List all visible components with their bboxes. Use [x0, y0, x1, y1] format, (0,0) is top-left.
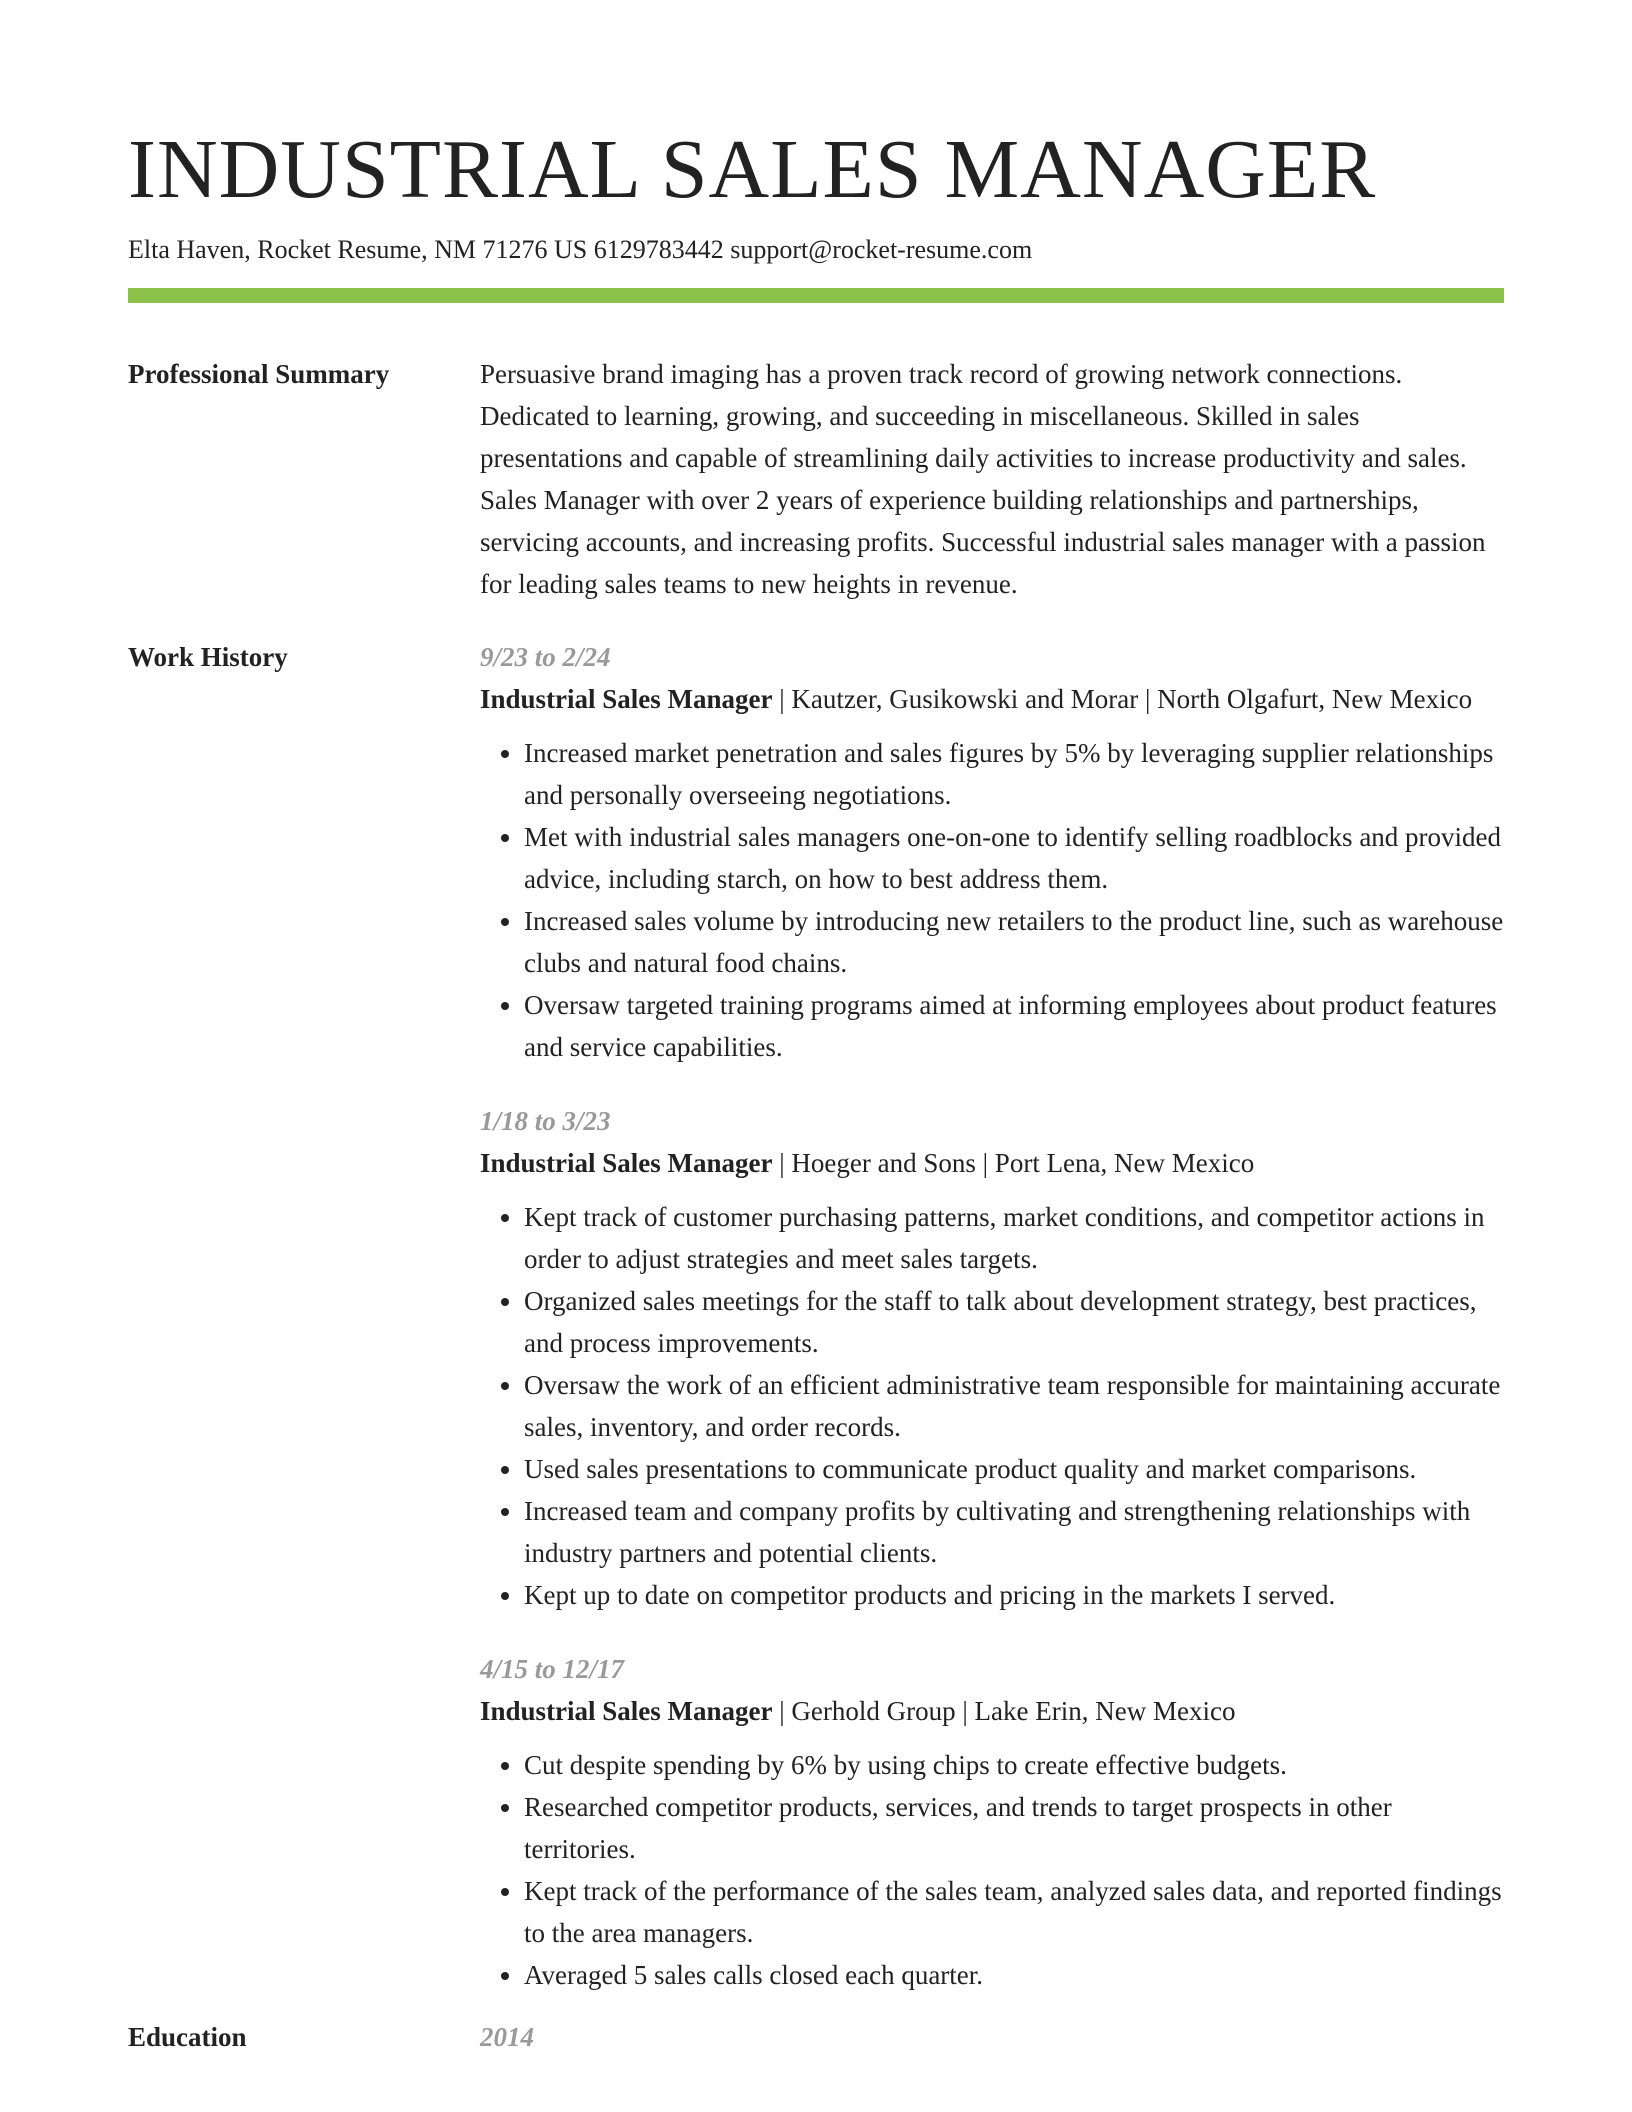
- page-title: INDUSTRIAL SALES MANAGER: [128, 123, 1377, 216]
- list-item: • Increased sales volume by introducing new retailers to the product line, such as warehouse clubs and natural food chains.: [524, 900, 1504, 984]
- list-item: • Averaged 5 sales calls closed each quarter.: [524, 1954, 1504, 1996]
- job-entry: [480, 1100, 1504, 1616]
- list-item: • Oversaw targeted training programs aimed at informing employees about product features and service capabilities.: [524, 984, 1504, 1068]
- job-details: | Kautzer, Gusikowski and Morar | North Olgafurt, New Mexico: [772, 684, 1473, 714]
- list-item: • Used sales presentations to communicate product quality and market comparisons.: [524, 1448, 1504, 1490]
- job-bullets: [480, 1196, 1504, 1616]
- work-history-section: [128, 636, 1504, 1996]
- list-item: • Met with industrial sales managers one-on-one to identify selling roadblocks and provided advice, including starch, on how to best address them.: [524, 816, 1504, 900]
- list-item: • Kept up to date on competitor products and pricing in the markets I served.: [524, 1574, 1504, 1616]
- list-item: • Cut despite spending by 6% by using chips to create effective budgets.: [524, 1744, 1504, 1786]
- education-section: [128, 2016, 1504, 2058]
- list-item: • Increased market penetration and sales figures by 5% by leveraging supplier relationships and personally overseeing negotiations.: [524, 732, 1504, 816]
- job-bullets: [480, 1744, 1504, 1996]
- header-divider: [128, 288, 1504, 303]
- section-label-work-history: Work History: [128, 642, 288, 672]
- contact-line: Elta Haven, Rocket Resume, NM 71276 US 6129783442 support@rocket-resume.com: [128, 235, 1033, 264]
- resume-page: [128, 120, 1504, 2058]
- summary-section: [128, 353, 1504, 605]
- work-history-list: [480, 636, 1504, 1996]
- job-heading: [480, 1142, 1504, 1184]
- list-item: • Increased team and company profits by cultivating and strengthening relationships with industry partners and potential clients.: [524, 1490, 1504, 1574]
- list-item: • Oversaw the work of an efficient administrative team responsible for maintaining accurate sales, inventory, and order records.: [524, 1364, 1504, 1448]
- job-title: Industrial Sales Manager: [480, 1148, 773, 1178]
- job-entry: [480, 1648, 1504, 1996]
- job-details: | Gerhold Group | Lake Erin, New Mexico: [772, 1696, 1236, 1726]
- job-title: Industrial Sales Manager: [480, 684, 773, 714]
- summary-text: Persuasive brand imaging has a proven track record of growing network connections. Dedicated to learning, growing, and succeeding in miscellaneous. Skilled in sales presentations and capable of streamlining daily activities to increase productivity and sales. Sales Manager with over 2 years of experience building relationships and partnerships, servicing accounts, and increasing profits. Successful industrial sales manager with a passion for leading sales teams to new heights in revenue.: [480, 359, 1486, 599]
- list-item: • Kept track of customer purchasing patterns, market conditions, and competitor actions in order to adjust strategies and meet sales targets.: [524, 1196, 1504, 1280]
- education-body: [480, 2016, 1504, 2058]
- job-heading: [480, 678, 1504, 720]
- job-heading: [480, 1690, 1504, 1732]
- job-details: | Hoeger and Sons | Port Lena, New Mexico: [772, 1148, 1255, 1178]
- job-dates: 1/18 to 3/23: [480, 1106, 611, 1136]
- list-item: • Kept track of the performance of the sales team, analyzed sales data, and reported findings to the area managers.: [524, 1870, 1504, 1954]
- job-title: Industrial Sales Manager: [480, 1696, 773, 1726]
- job-bullets: [480, 732, 1504, 1068]
- list-item: • Organized sales meetings for the staff to talk about development strategy, best practices, and process improvements.: [524, 1280, 1504, 1364]
- job-entry: [480, 636, 1504, 1068]
- list-item: • Researched competitor products, services, and trends to target prospects in other territories.: [524, 1786, 1504, 1870]
- education-year: 2014: [480, 2022, 534, 2052]
- job-dates: 4/15 to 12/17: [480, 1654, 625, 1684]
- section-label-education: Education: [128, 2022, 247, 2052]
- section-label-summary: Professional Summary: [128, 359, 390, 389]
- job-dates: 9/23 to 2/24: [480, 642, 611, 672]
